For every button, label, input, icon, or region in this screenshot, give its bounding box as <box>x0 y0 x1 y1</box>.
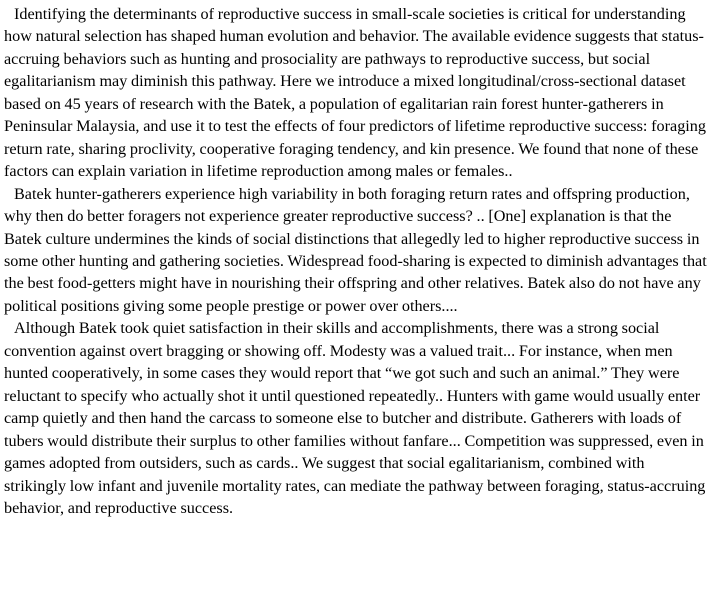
paragraph-abstract: Identifying the determinants of reproductive success in small-scale societies is critical for understanding how natural selection has shaped human evolution and behavior. The available evidence suggests that status-accruing behaviors such as hunting and prosociality are pathways to reproductive success, but social egalitarianism may diminish this pathway. Here we introduce a mixed longitudinal/cross-sectional dataset based on 45 years of research with the Batek, a population of egalitarian rain forest hunter-gatherers in Peninsular Malaysia, and use it to test the effects of four predictors of lifetime reproductive success: foraging return rate, sharing proclivity, cooperative foraging tendency, and kin presence. We found that none of these factors can explain variation in lifetime reproduction among males or females.. <box>4 5 706 181</box>
paragraph-modesty-convention: Although Batek took quiet satisfaction in their skills and accomplishments, there was a strong social convention against overt bragging or showing off. Modesty was a valued trait... For instance, when men hunted cooperatively, in some cases they would report that “we got such and such an animal.” They were reluctant to specify who actually shot it until questioned repeatedly.. Hunters with game would usually enter camp quietly and then hand the carcass to someone else to butcher and distribute. Gatherers with loads of tubers would distribute their surplus to other families without fanfare... Competition was suppressed, even in games adopted from outsiders, such as cards.. We suggest that social egalitarianism, combined with strikingly low infant and juvenile mortality rates, can mediate the pathway between foraging, status-accruing behavior, and reproductive success. <box>4 319 706 517</box>
paragraph-foraging-variability: Batek hunter-gatherers experience high variability in both foraging return rates and offspring production, why then do better foragers not experience greater reproductive success? .. [One] explanation is that the Batek culture undermines the kinds of social distinctions that allegedly led to higher reproductive success in some other hunting and gathering societies. Widespread food-sharing is expected to diminish advantages that the best food-getters might have in nourishing their offspring and other relatives. Batek also do not have any political positions giving some people prestige or power over others.... <box>4 184 707 315</box>
